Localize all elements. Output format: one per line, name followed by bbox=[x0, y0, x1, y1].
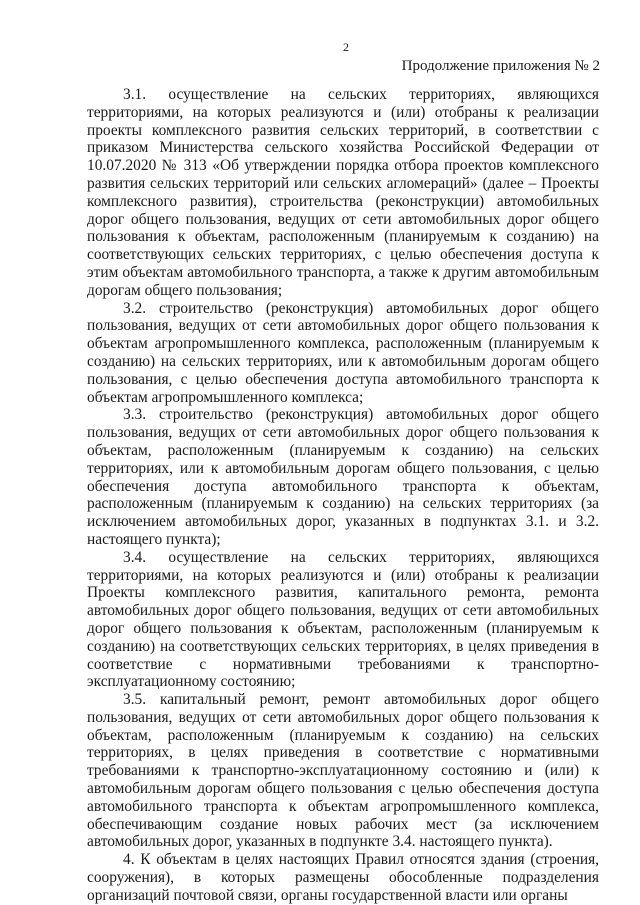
paragraph-3-3: 3.3. строительство (реконструкция) автомобильных дорог общего пользования, ведущих от сети автомобильных дорог общего пользования к объектам, расположенным (планируемым к созданию) на сельских территориях, или к автомобильным дорогам общего пользования, с целью обеспечения доступа автомобильного транспорта к объектам, расположенным (планируемым к созданию) на сельских территориях (за исключением автомобильных дорог, указанных в подпунктах 3.1. и 3.2. настоящего пункта); bbox=[87, 406, 599, 548]
paragraph-3-2: 3.2. строительство (реконструкция) автомобильных дорог общего пользования, ведущих от сети автомобильных дорог общего пользования к объектам агропромышленного комплекса, расположенным (планируемым к созданию) на сельских территориях, или к автомобильным дорогам общего пользования, с целью обеспечения доступа автомобильного транспорта к объектам агропромышленного комплекса; bbox=[87, 299, 599, 406]
paragraph-3-1: 3.1. осуществление на сельских территориях, являющихся территориями, на которых реализуются и (или) отобраны к реализации проекты комплексного развития сельских территорий, в соответствии с приказом Министерства сельского хозяйства Российской Федерации от 10.07.2020 № 313 «Об утверждении порядка отбора проектов комплексного развития сельских территорий или сельских агломераций» (далее – Проекты комплексного развития), строительства (реконструкции) автомобильных дорог общего пользования, ведущих от сети автомобильных дорог общего пользования к объектам, расположенным (планируемым к созданию) на соответствующих сельских территориях, с целью обеспечения доступа к этим объектам автомобильного транспорта, а также к другим автомобильным дорогам общего пользования; bbox=[87, 86, 599, 299]
document-body bbox=[87, 86, 599, 905]
paragraph-3-5: 3.5. капитальный ремонт, ремонт автомобильных дорог общего пользования, ведущих от сети автомобильных дорог общего пользования к объектам, расположенным (планируемым к созданию) на сельских территориях, в целях приведения в соответствие с нормативными требованиями к транспортно-эксплуатационному состоянию и (или) к автомобильным дорогам общего пользования с целью обеспечения доступа автомобильного транспорта к объектам агропромышленного комплекса, обеспечивающим создание новых рабочих мест (за исключением автомобильных дорог, указанных в подпункте 3.4. настоящего пункта). bbox=[87, 691, 599, 851]
appendix-continuation-note: Продолжение приложения № 2 bbox=[401, 58, 600, 74]
paragraph-3-4: 3.4. осуществление на сельских территориях, являющихся территориями, на которых реализуются и (или) отобраны к реализации Проекты комплексного развития, капитального ремонта, ремонта автомобильных дорог общего пользования, ведущих от сети автомобильных дорог общего пользования к объектам, расположенным (планируемым к созданию) на соответствующих сельских территориях, в целях приведения в соответствие с нормативными требованиями к транспортно-эксплуатационному состоянию; bbox=[87, 548, 599, 691]
paragraph-4: 4. К объектам в целях настоящих Правил относятся здания (строения, сооружения), в которых размещены обособленные подразделения организаций почтовой связи, органы государственной власти или органы bbox=[87, 851, 599, 904]
page-number: 2 bbox=[343, 40, 349, 54]
